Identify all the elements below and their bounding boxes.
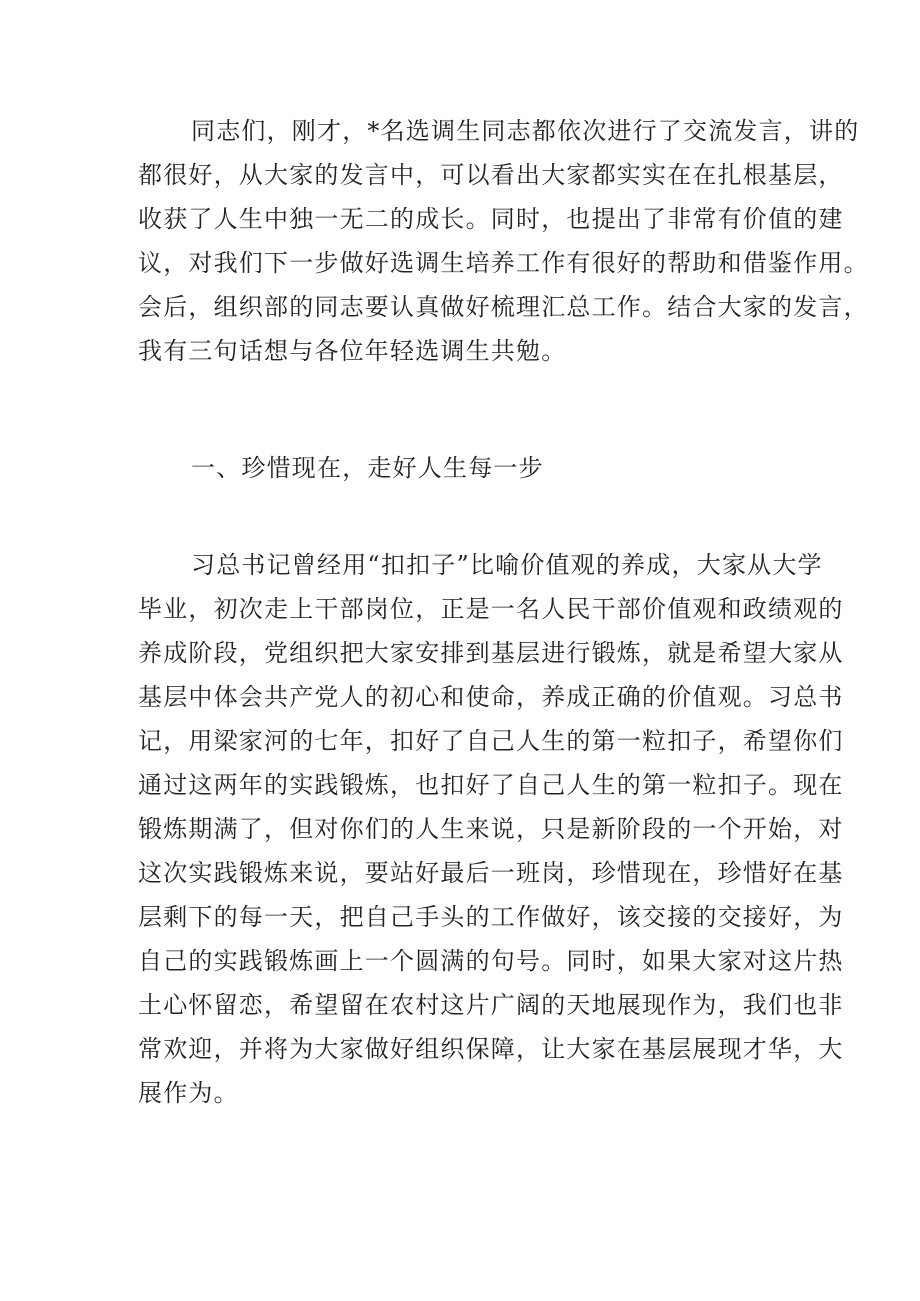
paragraph-line: 通过这两年的实践锻炼，也扣好了自己人生的第一粒扣子。现在 <box>138 771 844 799</box>
paragraph-line: 都很好，从大家的发言中，可以看出大家都实实在在扎根基层， <box>138 161 844 189</box>
paragraph-line: 基层中体会共产党人的初心和使命，养成正确的价值观。习总书 <box>138 683 844 711</box>
paragraph-intro <box>138 109 869 373</box>
section-heading <box>138 446 808 490</box>
heading-text: 一、珍惜现在，走好人生每一步 <box>191 454 544 482</box>
paragraph-body <box>138 543 844 1115</box>
paragraph-line: 养成阶段，党组织把大家安排到基层进行锻炼，就是希望大家从 <box>138 639 844 667</box>
paragraph-line: 会后，组织部的同志要认真做好梳理汇总工作。结合大家的发言， <box>138 293 869 321</box>
paragraph-line: 习总书记曾经用“扣扣子”比喻价值观的养成，大家从大学 <box>191 551 823 579</box>
paragraph-line: 展作为。 <box>138 1079 239 1107</box>
paragraph-line: 这次实践锻炼来说，要站好最后一班岗，珍惜现在，珍惜好在基 <box>138 859 844 887</box>
paragraph-line: 收获了人生中独一无二的成长。同时，也提出了非常有价值的建 <box>138 205 844 233</box>
paragraph-line: 土心怀留恋，希望留在农村这片广阔的天地展现作为，我们也非 <box>138 991 844 1019</box>
paragraph-line: 议，对我们下一步做好选调生培养工作有很好的帮助和借鉴作用。 <box>138 249 869 277</box>
paragraph-line: 我有三句话想与各位年轻选调生共勉。 <box>138 337 567 365</box>
paragraph-line: 自己的实践锻炼画上一个圆满的句号。同时，如果大家对这片热 <box>138 947 844 975</box>
paragraph-line: 层剩下的每一天，把自己手头的工作做好，该交接的交接好，为 <box>138 903 844 931</box>
paragraph-line: 锻炼期满了，但对你们的人生来说，只是新阶段的一个开始，对 <box>138 815 844 843</box>
paragraph-line: 毕业，初次走上干部岗位，正是一名人民干部价值观和政绩观的 <box>138 595 844 623</box>
paragraph-line: 同志们，刚才，*名选调生同志都依次进行了交流发言，讲的 <box>191 117 860 145</box>
paragraph-line: 常欢迎，并将为大家做好组织保障，让大家在基层展现才华，大 <box>138 1035 844 1063</box>
paragraph-line: 记，用梁家河的七年，扣好了自己人生的第一粒扣子，希望你们 <box>138 727 844 755</box>
